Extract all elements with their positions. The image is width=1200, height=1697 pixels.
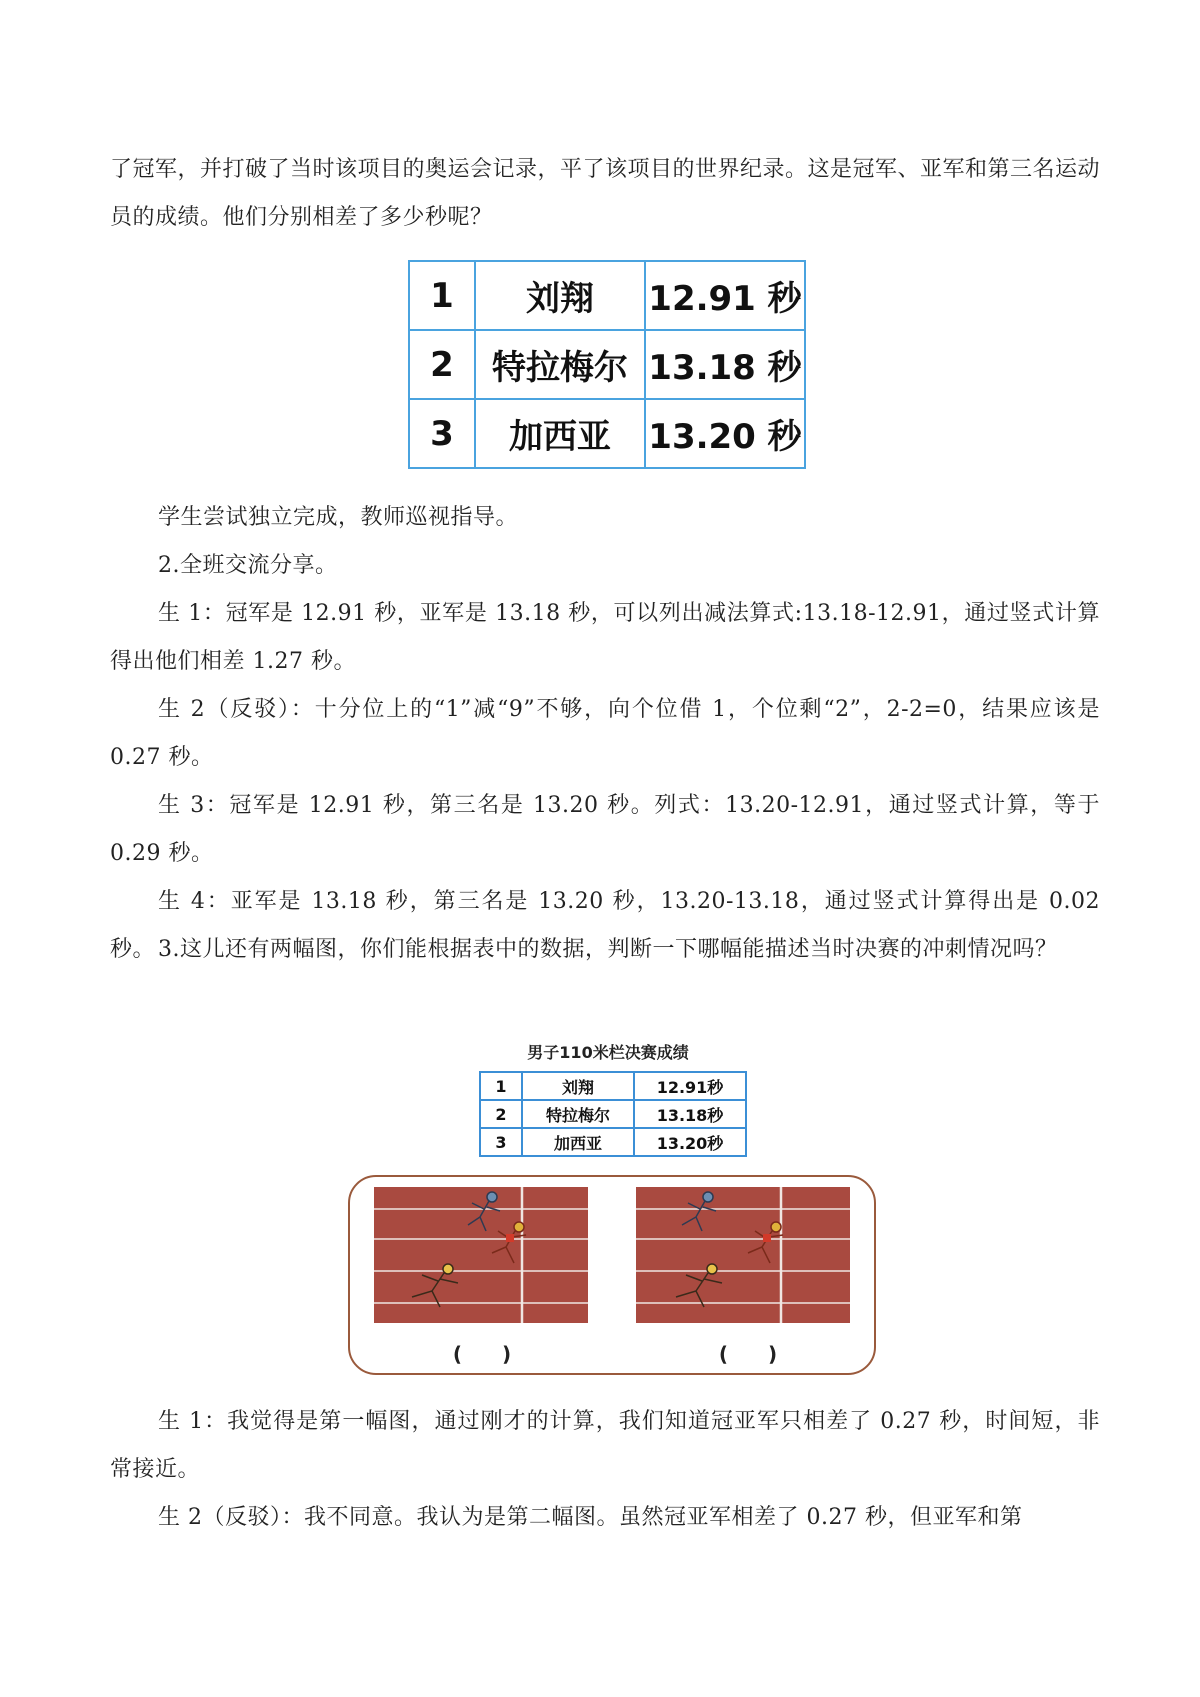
- runner-silver: [682, 1192, 716, 1231]
- time-cell: 12.91秒: [634, 1072, 746, 1100]
- figure-results-table: [479, 1071, 747, 1157]
- rank-cell: 2: [409, 330, 475, 399]
- paragraph-student-1-answer: 生 1：我觉得是第一幅图，通过刚才的计算，我们知道冠亚军只相差了 0.27 秒，时间短，非常接近。: [110, 1409, 1100, 1482]
- rank-cell: 1: [409, 261, 475, 330]
- table-row: [480, 1072, 746, 1100]
- time-cell: 13.18秒: [634, 1100, 746, 1128]
- answer-blank-right[interactable]: ( ): [718, 1342, 778, 1366]
- time-cell: 13.20秒: [634, 1128, 746, 1156]
- paragraph-question-3: 3.这儿还有两幅图，你们能根据表中的数据，判断一下哪幅能描述当时决赛的冲刺情况吗？: [158, 937, 1058, 962]
- time-cell: 12.91 秒: [645, 261, 805, 330]
- table-row: [480, 1100, 746, 1128]
- rank-cell: 2: [480, 1100, 522, 1128]
- name-cell: 特拉梅尔: [475, 330, 645, 399]
- name-cell: 刘翔: [522, 1072, 634, 1100]
- table-row: [409, 261, 805, 330]
- name-cell: 特拉梅尔: [522, 1100, 634, 1128]
- table-row: [480, 1128, 746, 1156]
- figure-title: 男子110米栏决赛成绩: [527, 1043, 689, 1062]
- name-cell: 刘翔: [475, 261, 645, 330]
- paragraph-student-2-rebuttal: 生 2（反驳）：我不同意。我认为是第二幅图。虽然冠亚军相差了 0.27 秒，但亚军和第: [158, 1505, 1023, 1530]
- track-image-left: [374, 1187, 588, 1323]
- name-cell: 加西亚: [522, 1128, 634, 1156]
- rank-cell: 1: [480, 1072, 522, 1100]
- table-row: [409, 330, 805, 399]
- time-cell: 13.20 秒: [645, 399, 805, 468]
- runner-silver: [468, 1192, 500, 1231]
- paragraph-student-1: 生 1：冠军是 12.91 秒，亚军是 13.18 秒，可以列出减法算式:13.18-12.91，通过竖式计算得出他们相差 1.27 秒。: [110, 601, 1100, 674]
- paragraph-student-3: 生 3：冠军是 12.91 秒，第三名是 13.20 秒。列式：13.20-12.91，通过竖式计算，等于 0.29 秒。: [110, 793, 1100, 866]
- time-cell: 13.18 秒: [645, 330, 805, 399]
- name-cell: 加西亚: [475, 399, 645, 468]
- paragraph-student-try: 学生尝试独立完成，教师巡视指导。: [158, 505, 519, 530]
- rank-cell: 3: [409, 399, 475, 468]
- paragraph-student-4: 生 4：亚军是 13.18 秒，第三名是 13.20 秒，13.20-13.18，通过竖式计算得出是 0.02 秒。: [110, 889, 1100, 962]
- table-row: [409, 399, 805, 468]
- answer-blank-left[interactable]: ( ): [452, 1342, 512, 1366]
- track-image-right: [636, 1187, 850, 1323]
- runner-gold: [748, 1222, 783, 1263]
- results-table: [408, 260, 806, 469]
- paragraph-student-2: 生 2（反驳）：十分位上的“1”减“9”不够，向个位借 1，个位剩“2”，2-2=0，结果应该是 0.27 秒。: [110, 697, 1100, 770]
- paragraph-share: 2.全班交流分享。: [158, 553, 338, 578]
- paragraph-intro: 了冠军，并打破了当时该项目的奥运会记录，平了该项目的世界纪录。这是冠军、亚军和第三名运动员的成绩。他们分别相差了多少秒呢？: [110, 157, 1101, 230]
- rank-cell: 3: [480, 1128, 522, 1156]
